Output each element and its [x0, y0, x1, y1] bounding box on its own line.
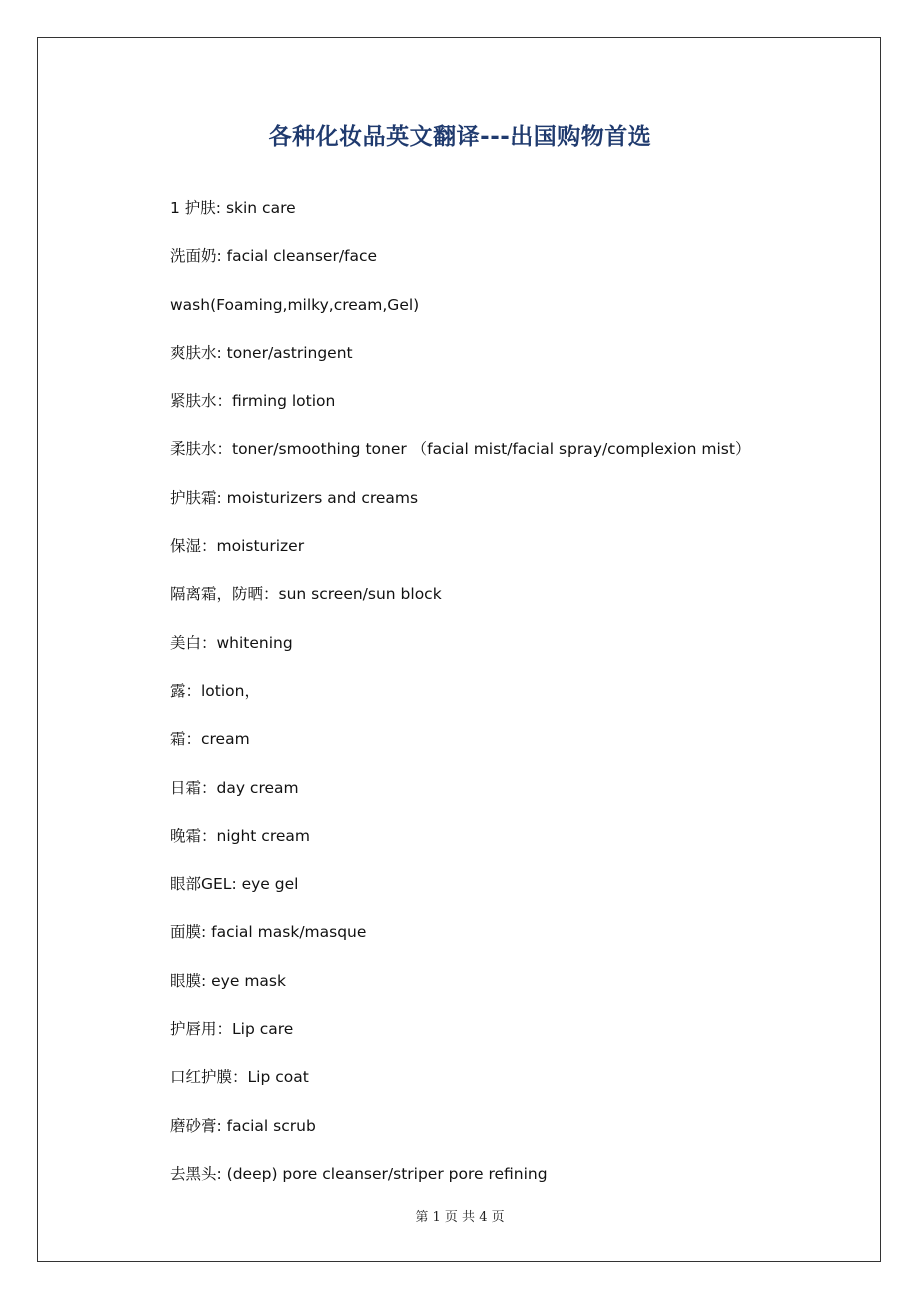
list-item: 眼膜: eye mask	[170, 971, 286, 990]
list-item: 去黑头: (deep) pore cleanser/striper pore refining	[170, 1164, 548, 1183]
list-item: 眼部GEL: eye gel	[170, 875, 299, 894]
list-item: 爽肤水: toner/astringent	[170, 343, 353, 362]
list-item: 磨砂膏: facial scrub	[170, 1116, 316, 1135]
list-item: 1 护肤: skin care	[170, 199, 296, 217]
page-number: 第 1 页 共 4 页	[415, 1210, 505, 1225]
list-item: 日霜：day cream	[170, 778, 299, 797]
glossary-list	[170, 196, 850, 1210]
list-item: 柔肤水：toner/smoothing toner （facial mist/facial spray/complexion mist）	[170, 440, 751, 459]
list-item: 口红护膜：Lip coat	[170, 1068, 309, 1087]
page-title: 各种化妆品英文翻译---出国购物首选	[268, 124, 652, 150]
list-item: 霜：cream	[170, 730, 250, 749]
list-item: wash(Foaming,milky,cream,Gel)	[170, 295, 420, 314]
list-item: 晚霜：night cream	[170, 826, 310, 845]
list-item: 护唇用：Lip care	[170, 1020, 294, 1039]
list-item: 露：lotion，	[170, 681, 260, 700]
list-item: 护肤霜: moisturizers and creams	[170, 488, 419, 507]
list-item: 洗面奶: facial cleanser/face	[170, 247, 378, 266]
list-item: 保湿：moisturizer	[170, 537, 305, 556]
list-item: 紧肤水：firming lotion	[170, 392, 336, 411]
list-item: 面膜: facial mask/masque	[170, 923, 367, 942]
list-item: 美白：whitening	[170, 633, 293, 652]
list-item: 隔离霜，防晒：sun screen/sun block	[170, 585, 442, 604]
